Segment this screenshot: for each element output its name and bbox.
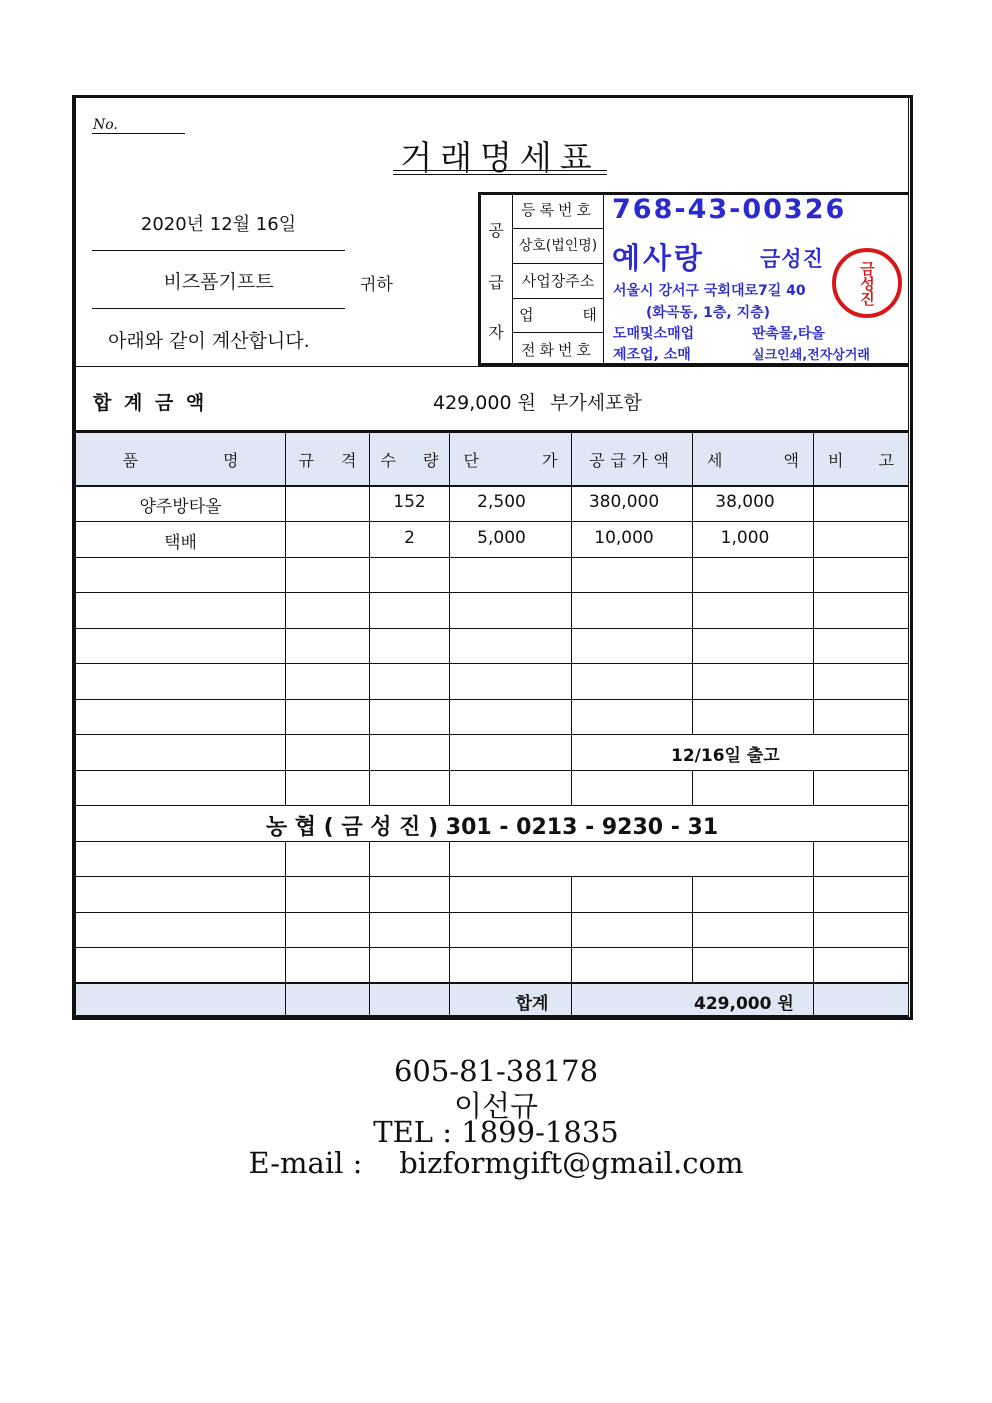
stamp-owner: 금성진 — [760, 247, 824, 271]
col-line — [449, 433, 450, 805]
stamp-business2-item: 실크인쇄,전자상거래 — [752, 348, 870, 363]
col-header-spec: 규 격 — [298, 451, 357, 470]
col-line — [692, 770, 693, 805]
row-line — [75, 628, 909, 629]
supplier-row-line — [512, 263, 603, 264]
row-line — [75, 734, 909, 735]
col-header-qty: 수 량 — [380, 451, 439, 470]
row-line — [75, 592, 909, 593]
cell-price: 5,000 — [477, 528, 526, 548]
row-line — [75, 557, 909, 558]
footer-label: 합계 — [515, 994, 549, 1014]
cell-qty: 2 — [404, 528, 415, 548]
label-business: 업 태 — [519, 306, 597, 324]
recipient-underline — [92, 308, 345, 309]
col-header-item: 품 명 — [122, 451, 239, 470]
stamp-business2: 제조업, 소매 — [613, 347, 691, 363]
row-line — [75, 982, 909, 984]
cell-tax: 1,000 — [720, 528, 770, 548]
total-label: 합 계 금 액 — [93, 392, 208, 414]
row-line — [75, 841, 909, 842]
col-header-tax: 세 액 — [707, 451, 799, 470]
supplier-label-divider — [603, 193, 604, 366]
bank-account-line: 농 협 ( 금 성 진 ) 301 - 0213 - 9230 - 31 — [265, 815, 719, 840]
col-line — [285, 433, 286, 805]
cell-price: 2,500 — [477, 492, 526, 512]
stamp-reg-no: 768-43-00326 — [612, 194, 847, 225]
honorific: 귀하 — [360, 275, 393, 295]
col-line — [369, 841, 370, 1016]
col-line — [692, 433, 693, 734]
col-header-supply: 공급가액 — [589, 451, 675, 470]
col-line — [813, 841, 814, 1016]
issue-date: 2020년 12월 16일 — [140, 214, 297, 235]
contact-email: E-mail : bizformgift@gmail.com — [248, 1146, 744, 1180]
title-underline-2 — [393, 174, 607, 175]
cell-item: 양주방타올 — [139, 497, 222, 517]
label-address: 사업장주소 — [521, 272, 595, 290]
row-line — [75, 663, 909, 664]
cell-supply: 380,000 — [588, 492, 660, 512]
label-reg-no: 등록번호 — [521, 201, 595, 219]
contact-tel: TEL : 1899-1835 — [373, 1115, 619, 1149]
col-line — [571, 433, 572, 805]
company-seal — [832, 248, 902, 318]
col-line — [813, 770, 814, 805]
table-bottom-line — [75, 1015, 909, 1017]
row-line — [75, 876, 909, 877]
row-line — [75, 521, 909, 522]
cell-item: 택배 — [164, 533, 197, 553]
col-header-remark: 비 고 — [828, 451, 894, 470]
footer-total: 429,000 원 — [694, 994, 794, 1014]
page-title: 거래명세표 — [400, 138, 600, 177]
shipping-note: 12/16일 출고 — [671, 746, 780, 766]
header-bottom-line — [75, 366, 909, 367]
no-label: No. — [93, 117, 118, 133]
row-line — [75, 805, 909, 806]
calc-note: 아래와 같이 계산합니다. — [108, 330, 310, 352]
col-line — [692, 876, 693, 982]
supplier-row-line — [512, 298, 603, 299]
items-table — [75, 430, 909, 1017]
supplier-row-line — [512, 228, 603, 229]
row-line — [75, 770, 909, 771]
cell-supply: 10,000 — [594, 528, 654, 548]
stamp-business1-item: 판촉물,타올 — [752, 326, 825, 342]
supplier-row-line — [512, 332, 603, 333]
table-header-bottom — [75, 485, 909, 487]
label-phone: 전화번호 — [521, 341, 595, 359]
date-underline — [92, 250, 345, 251]
col-line — [813, 433, 814, 734]
stamp-company: 예사랑 — [612, 241, 706, 275]
stamp-address1: 서울시 강서구 국회대로7길 40 — [613, 283, 806, 299]
stamp-business1: 도매및소매업 — [613, 326, 695, 342]
col-header-price: 단 가 — [463, 451, 558, 470]
contact-biz-no: 605-81-38178 — [393, 1054, 599, 1088]
col-line — [369, 433, 370, 805]
col-line — [285, 841, 286, 1016]
title-underline-1 — [393, 170, 607, 171]
cell-tax: 38,000 — [715, 492, 775, 512]
vat-note: 부가세포함 — [550, 392, 642, 414]
row-line — [75, 699, 909, 700]
seal-text: 금성진 — [858, 260, 876, 306]
supplier-side-label-1: 공 — [488, 221, 504, 240]
row-line — [75, 912, 909, 913]
label-company: 상호(법인명) — [518, 238, 598, 254]
supplier-side-label-2: 급 — [488, 273, 504, 292]
stamp-address2: (화곡동, 1층, 지층) — [646, 305, 771, 321]
contact-name: 이선규 — [453, 1089, 539, 1123]
recipient-name: 비즈폼기프트 — [163, 271, 274, 293]
total-amount: 429,000 원 — [433, 392, 536, 414]
cell-qty: 152 — [393, 492, 426, 512]
no-underline — [92, 133, 185, 134]
row-line — [75, 947, 909, 948]
supplier-side-label-3: 자 — [488, 323, 504, 342]
